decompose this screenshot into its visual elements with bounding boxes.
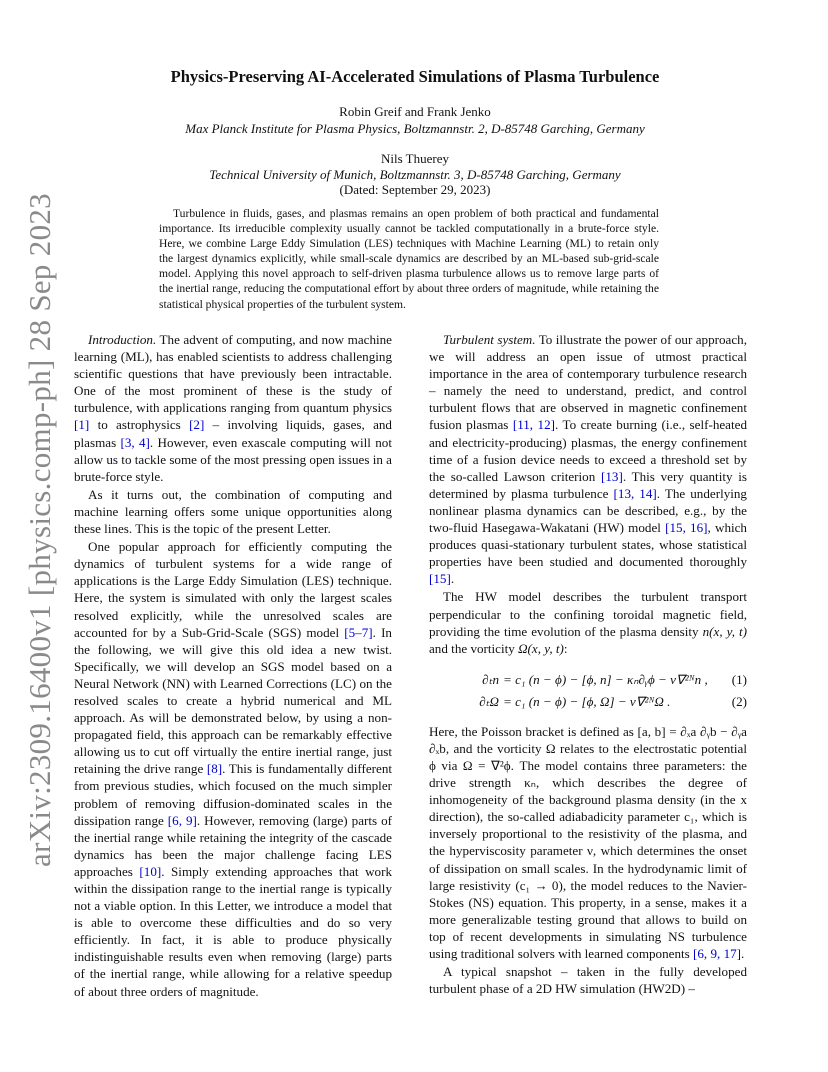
- citation-link[interactable]: [15, 16]: [665, 520, 708, 536]
- section-lead-turbulent-system: Turbulent system.: [443, 332, 536, 347]
- citation-link[interactable]: [11, 12]: [512, 417, 555, 433]
- text-run: . The underlying nonlinear plasma dynamics can be described, e.g., by the two-fluid Hasegawa-Wakatani (HW) model: [429, 485, 747, 536]
- text-run: . This very quantity is determined by plasma turbulence: [429, 468, 747, 501]
- affiliation-line-2: Technical University of Munich, Boltzmannstr. 3, D-85748 Garching, Germany: [209, 167, 621, 182]
- paragraph: [429, 723, 747, 962]
- equation-block: [429, 669, 747, 713]
- text-run: .: [450, 571, 455, 587]
- citation-link[interactable]: [3, 4]: [120, 434, 150, 450]
- text-run: and the vorticity: [429, 640, 519, 656]
- citation-link[interactable]: [6, 9, 17]: [693, 946, 742, 961]
- citation-link[interactable]: [15]: [429, 571, 451, 587]
- section-lead-introduction: Introduction.: [88, 332, 157, 347]
- authors-line-2: Nils Thuerey: [381, 151, 449, 166]
- left-column: [74, 331, 392, 1000]
- text-run: . To create burning (i.e., self-heated and electricity-producing) plasmas, the energy confinement time of a fusion device needs to exceed a threshold set by the so-called Lawson criterion: [429, 417, 747, 484]
- text-run: The HW model describes the turbulent transport perpendicular to the confining toroidal magnetic field, providing the time evolution of the plasma density: [429, 589, 747, 639]
- paragraph: [74, 538, 392, 1000]
- equation-rhs: = c₁ (n − ϕ) − [ϕ, Ω] − ν∇²ᴺΩ .: [503, 694, 671, 710]
- text-run: To illustrate the power of our approach, we will address an open issue of utmost practical importance in the area of contemporary turbulence research – namely the need to understand, predict, and control turbulent flows that are observed in magnetic confinement fusion plasmas: [429, 332, 747, 433]
- paragraph: [429, 588, 747, 656]
- citation-link[interactable]: [5–7]: [344, 624, 373, 640]
- equation-2: [429, 691, 747, 713]
- citation-link[interactable]: [8]: [206, 761, 223, 777]
- authors-line-1: Robin Greif and Frank Jenko: [339, 104, 491, 119]
- math-inline: n(x, y, t): [702, 623, 747, 639]
- paper-title: Physics-Preserving AI-Accelerated Simulations of Plasma Turbulence: [170, 67, 660, 86]
- citation-link[interactable]: [1]: [74, 417, 90, 433]
- affiliation-line-1: Max Planck Institute for Plasma Physics, Boltzmannstr. 2, D-85748 Garching, Germany: [185, 121, 645, 136]
- text-run: , which produces quasi-stationary turbulent states, whose statistical properties have been studied and documented thoroughly: [429, 520, 747, 570]
- text-run: Here, the Poisson bracket is defined as [a, b] = ∂ₓa ∂ᵧb − ∂ᵧa ∂ₓb, and the vorticity Ω relates to the electrostatic potential ϕ via Ω = ∇²ϕ. The model contains three parameters: the drive strength κₙ, which describes the degree of inhomogeneity of the background plasma density (in the x direction), the so-called adiabadicity parameter c₁, which is inversely proportional to the resistivity of the plasma, and the hyperviscosity parameter ν, which determines the onset of dissipation on small scales. In the hydrodynamic limit of large resistivity (c₁ → 0), the model reduces to the Navier-Stokes (NS) equation. This property, in a sense, makes it a more generalizable testing ground that allows to build on top of recent developments in simulating NS turbulence using traditional solvers with learned components: [429, 723, 747, 961]
- math-inline: Ω(x, y, t): [518, 640, 564, 656]
- equation-number: (2): [731, 694, 747, 710]
- arxiv-identifier: [20, 193, 60, 867]
- turbulent-system-paragraph: [429, 331, 747, 587]
- paragraph: A typical snapshot – taken in the fully developed turbulent phase of a 2D HW simulation (HW2D) –: [429, 964, 747, 997]
- citation-link[interactable]: [13]: [601, 468, 623, 484]
- equation-lhs: ∂ₜΩ: [479, 694, 499, 710]
- text-run: .: [741, 946, 745, 961]
- citation-link[interactable]: [2]: [189, 417, 205, 433]
- text-run: The advent of computing, and now machine learning (ML), has enabled scientists to address challenging scientific questions that have previously been intractable. One of the most prominent of these is the study of turbulence, with applications ranging from quantum physics: [74, 332, 392, 416]
- citation-link[interactable]: [6, 9]: [167, 812, 197, 828]
- text-run: . However, removing (large) parts of the inertial range while retaining the integrity of the cascade dynamics has been the major challenge facing LES approaches: [74, 812, 392, 879]
- text-run: – involving liquids, gases, and plasmas: [74, 417, 392, 450]
- citation-link[interactable]: [13, 14]: [613, 485, 657, 501]
- equation-number: (1): [731, 672, 747, 688]
- equation-lhs: ∂ₜn: [482, 672, 499, 688]
- abstract: Turbulence in fluids, gases, and plasmas remains an open problem of both practical and fundamental importance. Its irreducible complexity usually cannot be tackled computationally in a brute-force style. Here, we combine Large Eddy Simulation (LES) techniques with Machine Learning (ML) to retain only the largest dynamics explicitly, while small-scale dynamics are described by an ML-based sub-grid-scale model. Applying this novel approach to self-driven plasma turbulence allows us to remove large parts of the inertial range, reducing the computational effort by about three orders of magnitude, while retaining the statistical physical properties of the turbulent system.: [159, 207, 659, 311]
- text-run: . Simply extending approaches that work within the dissipation range to the inertial range is typically not a viable option. In this Letter, we introduce a model that is able to overcome these difficulties and do so very efficiently. In fact, it is able to produce physically indistinguishable results even when removing (large) parts of the inertial range, while allowing for a relative speedup of about three orders of magnitude.: [74, 863, 392, 999]
- paragraph: As it turns out, the combination of computing and machine learning offers some unique opportunities along these lines. This is the topic of the present Letter.: [74, 486, 392, 537]
- text-run: One popular approach for efficiently computing the dynamics of turbulent systems for a wide range of applications is the Large Eddy Simulation (LES) technique. Here, the system is simulated with only the largest scales resolved explicitly, while the unresolved scales are accounted for by a Sub-Grid-Scale (SGS) model: [74, 539, 392, 640]
- equation-rhs: = c₁ (n − ϕ) − [ϕ, n] − κₙ∂ᵧϕ − ν∇²ᴺn ,: [503, 672, 708, 688]
- dated-line: (Dated: September 29, 2023): [339, 182, 491, 197]
- text-run: to astrophysics: [89, 417, 190, 433]
- arxiv-identifier-text: arXiv:2309.16400v1 [physics.comp-ph] 28 Sep 2023: [22, 193, 57, 867]
- citation-link[interactable]: [10]: [139, 863, 162, 879]
- intro-paragraph: [74, 331, 392, 485]
- text-run: . However, even exascale computing will not allow us to tackle some of the most pressing open issues in a brute-force style.: [74, 434, 392, 484]
- text-run: :: [563, 640, 568, 656]
- equation-1: [429, 669, 747, 691]
- text-run: . In the following, we will give this old idea a new twist. Specifically, we will develop an SGS model based on a Neural Network (NN) with Learned Corrections (LC) on the resolved scales to create a hybrid numerical and ML approach. As will be demonstrated below, by using a non-propagated field, this approach can be remarkably effective allowing us to cut off virtually the entire inertial range, just retaining the drive range: [74, 624, 392, 777]
- right-column: [429, 331, 747, 997]
- text-run: . This is fundamentally different from previous studies, which focused on the much simpler problem of removing diffusion-dominated scales in the dissipation range: [74, 761, 392, 828]
